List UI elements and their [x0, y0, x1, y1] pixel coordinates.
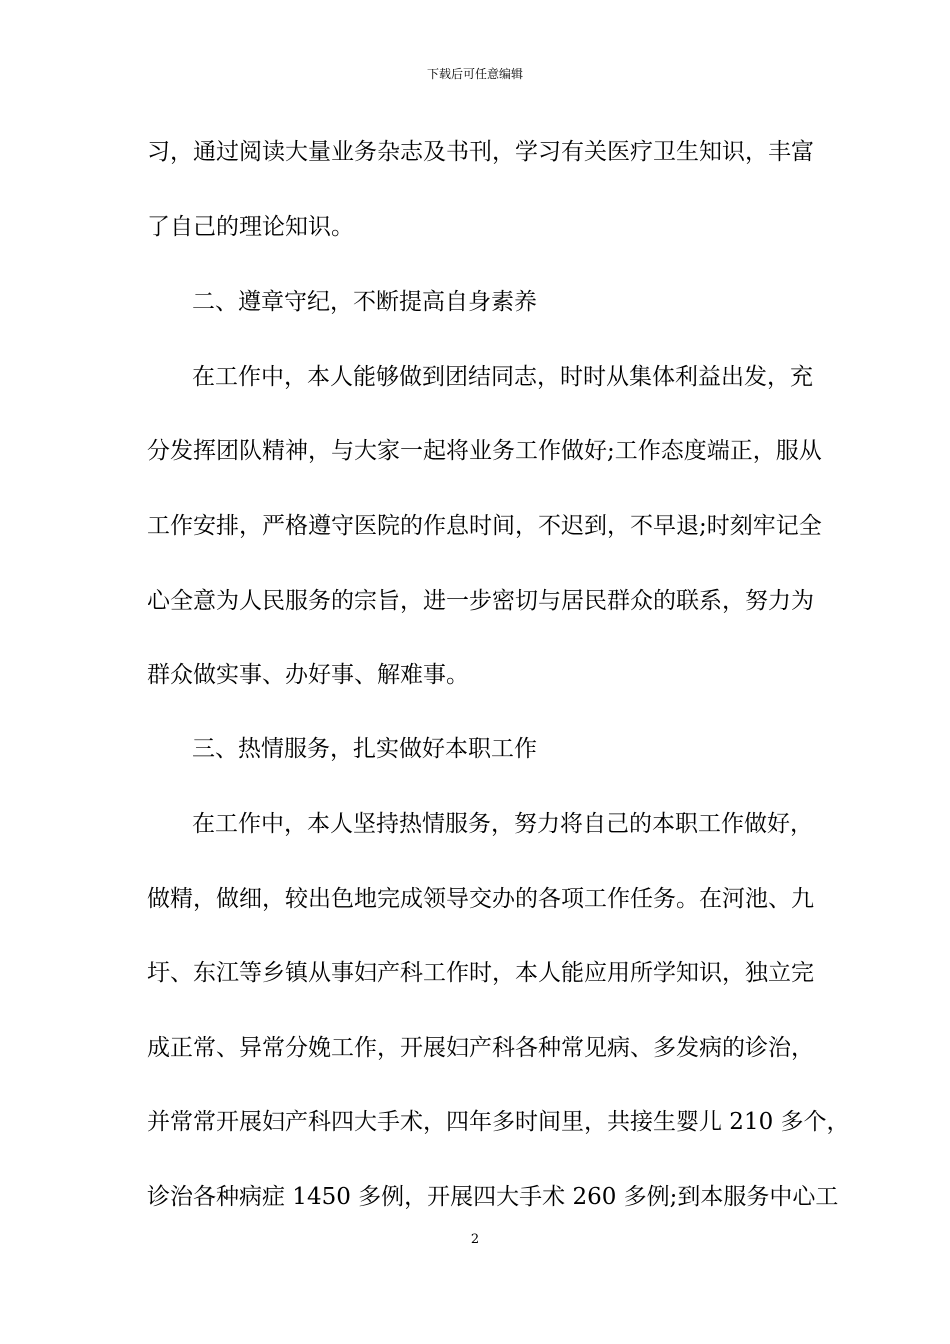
text-line: 工作安排，严格遵守医院的作息时间，不迟到，不早退;时刻牢记全: [147, 513, 822, 539]
text-line: 了自己的理论知识。: [147, 214, 354, 240]
text-line: 习，通过阅读大量业务杂志及书刊，学习有关医疗卫生知识，丰富: [147, 139, 814, 165]
section-heading: 三、热情服务，扎实做好本职工作: [192, 736, 537, 762]
text-line: 群众做实事、办好事、解难事。: [147, 662, 469, 688]
text-line: 分发挥团队精神，与大家一起将业务工作做好;工作态度端正，服从: [147, 438, 822, 464]
text-line: 圩、东江等乡镇从事妇产科工作时，本人能应用所学知识，独立完: [147, 960, 814, 986]
page-header-note: 下载后可任意编辑: [426, 67, 523, 81]
text-line: 成正常、异常分娩工作，开展妇产科各种常见病、多发病的诊治，: [147, 1035, 814, 1061]
text-line: 在工作中，本人能够做到团结同志，时时从集体利益出发，充: [192, 364, 813, 390]
section-heading: 二、遵章守纪，不断提高自身素养: [192, 289, 537, 315]
page-number: 2: [470, 1232, 480, 1247]
text-line: 并常常开展妇产科四大手术，四年多时间里，共接生婴儿 210 多个，: [147, 1109, 850, 1135]
text-line: 诊治各种病症 1450 多例，开展四大手术 260 多例;到本服务中心工: [147, 1184, 839, 1210]
text-line: 在工作中，本人坚持热情服务，努力将自己的本职工作做好，: [192, 811, 813, 837]
text-line: 做精，做细，较出色地完成领导交办的各项工作任务。在河池、九: [147, 886, 814, 912]
text-line: 心全意为人民服务的宗旨，进一步密切与居民群众的联系，努力为: [147, 588, 814, 614]
